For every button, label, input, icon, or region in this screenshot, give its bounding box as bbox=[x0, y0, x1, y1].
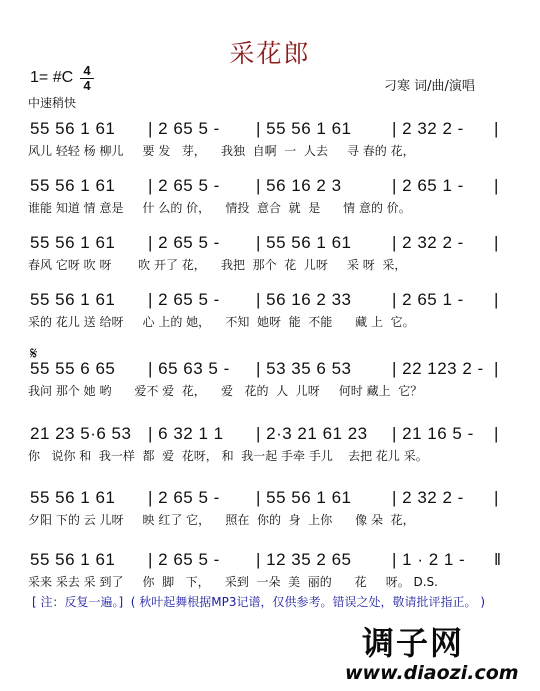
notation-row bbox=[0, 358, 540, 380]
measure: | bbox=[494, 424, 499, 443]
measure: 55 56 1 61 bbox=[30, 550, 116, 569]
lyric-row: 春风 它呀 吹 呀 吹 开了 花， 我把 那个 花 儿呀 采 呀 采， bbox=[28, 258, 407, 272]
notation-row bbox=[0, 289, 540, 311]
credit-line: 刁寒 词/曲/演唱 bbox=[384, 79, 475, 94]
measure: | 65 63 5 - bbox=[148, 359, 230, 378]
measure: | 6 32 1 1 bbox=[148, 424, 224, 443]
measure: | 2 32 2 - bbox=[392, 233, 464, 252]
measure: | bbox=[494, 119, 499, 138]
measure: | 2 65 1 - bbox=[392, 176, 464, 195]
key-signature: 1= #C bbox=[30, 69, 74, 86]
lyric-row: 我问 那个 她 哟 爱不 爱 花， 爱 花的 人 儿呀 何时 藏上 它？ bbox=[28, 384, 423, 398]
notation-row bbox=[0, 549, 540, 571]
lyric-row: 采来 采去 采 到了 你 脚 下， 采到 一朵 美 丽的 花 呀。 D.S. bbox=[28, 575, 438, 589]
measure: | 2 65 5 - bbox=[148, 550, 220, 569]
measure: 55 56 1 61 bbox=[30, 233, 116, 252]
lyric-row: 风儿 轻轻 杨 柳儿 要 发 芽， 我独 自啊 一 人去 寻 春的 花， bbox=[28, 144, 415, 158]
measure: | 2 65 5 - bbox=[148, 488, 220, 507]
measure: | 56 16 2 33 bbox=[256, 290, 352, 309]
measure: | 2·3 21 61 23 bbox=[256, 424, 368, 443]
measure: | 2 65 5 - bbox=[148, 233, 220, 252]
watermark-url: www.diaozi.com bbox=[345, 662, 519, 684]
measure: | 21 16 5 - bbox=[392, 424, 474, 443]
measure: | 55 56 1 61 bbox=[256, 233, 352, 252]
footer-note: [ 注：反复一遍。] ( 秋叶起舞根据MP3记谱，仅供参考。错误之处，敬请批评指正。 ) bbox=[32, 595, 486, 609]
measure: | 1 · 2 1 - bbox=[392, 550, 466, 569]
measure: | 53 35 6 53 bbox=[256, 359, 352, 378]
segno-sign: 𝄋 bbox=[30, 344, 38, 364]
measure: | 12 35 2 65 bbox=[256, 550, 352, 569]
measure: | bbox=[494, 488, 499, 507]
measure: 55 56 1 61 bbox=[30, 176, 116, 195]
tempo-marking: 中速稍快 bbox=[28, 96, 77, 110]
lyric-row: 采的 花儿 送 给呀 心 上的 她， 不知 她呀 能 不能 藏 上 它。 bbox=[28, 315, 415, 329]
measure: 55 56 1 61 bbox=[30, 488, 116, 507]
notation-row bbox=[0, 487, 540, 509]
notation-row bbox=[0, 118, 540, 140]
measure: | bbox=[494, 233, 499, 252]
measure: | 2 32 2 - bbox=[392, 119, 464, 138]
measure: | 2 65 5 - bbox=[148, 176, 220, 195]
time-signature bbox=[80, 64, 94, 93]
meter-bottom: 4 bbox=[80, 78, 94, 93]
measure: | bbox=[494, 359, 499, 378]
measure: | 55 56 1 61 bbox=[256, 488, 352, 507]
lyric-row: 谁能 知道 情 意是 什 么的 价， 情投 意合 就 是 情 意的 价。 bbox=[28, 201, 411, 215]
measure: | 55 56 1 61 bbox=[256, 119, 352, 138]
notation-row bbox=[0, 175, 540, 197]
measure: | 56 16 2 3 bbox=[256, 176, 342, 195]
measure: 55 56 1 61 bbox=[30, 119, 116, 138]
measure: | 2 65 5 - bbox=[148, 119, 220, 138]
measure: | 2 65 1 - bbox=[392, 290, 464, 309]
measure: ‖ bbox=[494, 550, 502, 569]
measure: | 2 32 2 - bbox=[392, 488, 464, 507]
measure: | bbox=[494, 176, 499, 195]
lyric-row: 你 说你 和 我一样 都 爱 花呀， 和 我一起 手牵 手儿 去把 花儿 采。 bbox=[28, 449, 428, 463]
measure: | 22 123 2 - bbox=[392, 359, 484, 378]
measure: 21 23 5·6 53 bbox=[30, 424, 132, 443]
measure: | 2 65 5 - bbox=[148, 290, 220, 309]
watermark-logo: 调子网 bbox=[362, 624, 465, 662]
measure: 55 55 6 65 bbox=[30, 359, 116, 378]
meter-top: 4 bbox=[83, 63, 91, 78]
measure: 55 56 1 61 bbox=[30, 290, 116, 309]
notation-row bbox=[0, 423, 540, 445]
lyric-row: 夕阳 下的 云 儿呀 映 红了 它， 照在 你的 身 上你 像 朵 花， bbox=[28, 513, 415, 527]
notation-row bbox=[0, 232, 540, 254]
measure: | bbox=[494, 290, 499, 309]
song-title: 采花郎 bbox=[229, 39, 311, 68]
